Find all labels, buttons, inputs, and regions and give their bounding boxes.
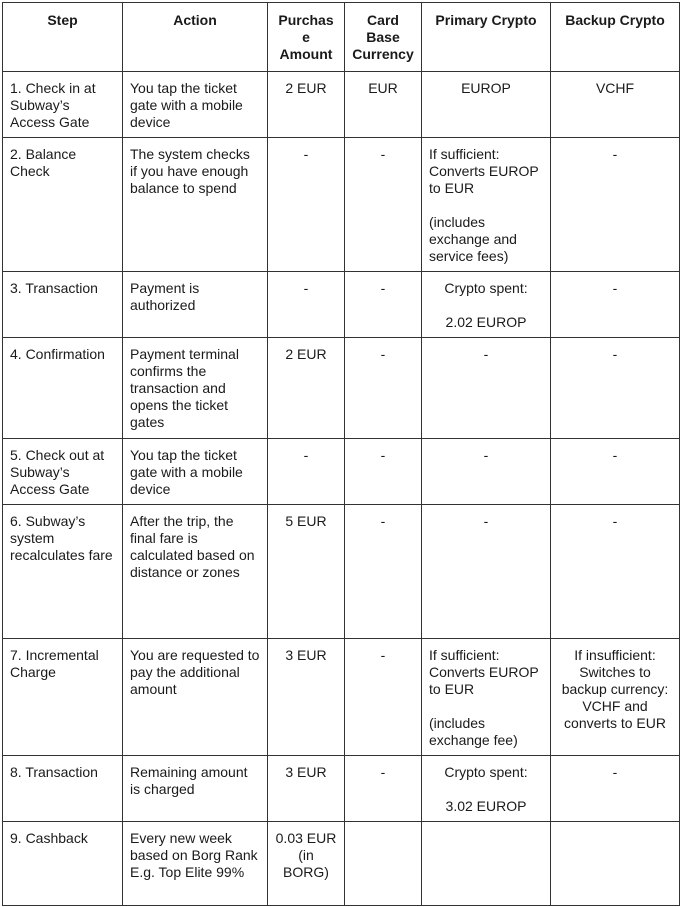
primary-crypto-cell — [422, 138, 551, 272]
step-cell: 5. Check out at Subway’s Access Gate — [3, 439, 123, 505]
backup-crypto-cell — [551, 505, 680, 639]
action-cell: After the trip, the final fare is calculated based on distance or zones — [123, 505, 268, 639]
primary-crypto-cell — [422, 72, 551, 138]
backup-crypto-cell-line: VCHF — [595, 80, 635, 96]
step-cell: 8. Transaction — [3, 756, 123, 822]
primary-crypto-cell — [422, 439, 551, 505]
primary-crypto-cell-line: 3.02 EUROP — [445, 798, 527, 814]
primary-crypto-cell-line: - — [483, 513, 489, 529]
header-action: Action — [123, 3, 268, 72]
table-row — [3, 338, 680, 439]
backup-crypto-cell — [551, 138, 680, 272]
action-cell: Remaining amount is charged — [123, 756, 268, 822]
primary-crypto-cell — [422, 756, 551, 822]
primary-crypto-cell-line: Crypto spent: — [444, 764, 528, 780]
step-cell: 7. Incremental Charge — [3, 639, 123, 756]
table-row — [3, 639, 680, 756]
primary-crypto-cell-line: 2.02 EUROP — [445, 314, 527, 330]
header-purchase-amount: Purchase Amount — [268, 3, 345, 72]
purchase-amount-cell: 2 EUR — [268, 72, 345, 138]
purchase-amount-cell: - — [268, 439, 345, 505]
card-base-currency-cell: - — [345, 338, 422, 439]
action-cell: The system checks if you have enough balance to spend — [123, 138, 268, 272]
step-cell: 4. Confirmation — [3, 338, 123, 439]
primary-crypto-cell-line: If sufficient: Converts EUROP to EUR — [429, 647, 539, 697]
step-cell: 6. Subway’s system recalculates fare — [3, 505, 123, 639]
backup-crypto-cell-line: - — [612, 764, 618, 780]
fare-steps-table — [2, 2, 680, 906]
backup-crypto-cell-line: - — [612, 447, 618, 463]
backup-crypto-cell-line: If insufficient: Switches to backup currency: VCHF and converts to EUR — [561, 647, 669, 731]
primary-crypto-cell-line: EUROP — [461, 80, 511, 96]
header-card-base-currency: Card Base Currency — [345, 3, 422, 72]
table-header-row — [3, 3, 680, 72]
backup-crypto-cell — [551, 272, 680, 338]
step-cell: 2. Balance Check — [3, 138, 123, 272]
table-row — [3, 505, 680, 639]
card-base-currency-cell: - — [345, 505, 422, 639]
primary-crypto-cell-line: - — [483, 447, 489, 463]
header-primary-crypto: Primary Crypto — [422, 3, 551, 72]
action-cell: Payment is authorized — [123, 272, 268, 338]
backup-crypto-cell-line: - — [612, 513, 618, 529]
step-cell: 3. Transaction — [3, 272, 123, 338]
primary-crypto-cell-line: If sufficient: Converts EUROP to EUR — [429, 146, 539, 196]
action-cell: You are requested to pay the additional amount — [123, 639, 268, 756]
primary-crypto-cell — [422, 822, 551, 906]
backup-crypto-cell-line: - — [612, 346, 618, 362]
action-cell: You tap the ticket gate with a mobile device — [123, 439, 268, 505]
purchase-amount-cell: 0.03 EUR (in BORG) — [268, 822, 345, 906]
table-row — [3, 138, 680, 272]
primary-crypto-cell — [422, 639, 551, 756]
purchase-amount-cell: 3 EUR — [268, 639, 345, 756]
action-cell: Payment terminal confirms the transaction and opens the ticket gates — [123, 338, 268, 439]
primary-crypto-cell — [422, 338, 551, 439]
backup-crypto-cell — [551, 439, 680, 505]
table-row — [3, 439, 680, 505]
backup-crypto-cell-line: - — [612, 146, 618, 162]
primary-crypto-cell-line: (includes exchange and service fees) — [429, 214, 517, 264]
card-base-currency-cell: - — [345, 639, 422, 756]
header-backup-crypto: Backup Crypto — [551, 3, 680, 72]
purchase-amount-cell: 3 EUR — [268, 756, 345, 822]
table-row — [3, 72, 680, 138]
step-cell: 1. Check in at Subway’s Access Gate — [3, 72, 123, 138]
table-row — [3, 756, 680, 822]
step-cell: 9. Cashback — [3, 822, 123, 906]
purchase-amount-cell: 2 EUR — [268, 338, 345, 439]
card-base-currency-cell: - — [345, 138, 422, 272]
table-row — [3, 272, 680, 338]
backup-crypto-cell — [551, 756, 680, 822]
card-base-currency-cell — [345, 822, 422, 906]
backup-crypto-cell — [551, 338, 680, 439]
backup-crypto-cell — [551, 72, 680, 138]
purchase-amount-cell: 5 EUR — [268, 505, 345, 639]
primary-crypto-cell — [422, 272, 551, 338]
table-row — [3, 822, 680, 906]
card-base-currency-cell: - — [345, 272, 422, 338]
primary-crypto-cell — [422, 505, 551, 639]
card-base-currency-cell: - — [345, 756, 422, 822]
backup-crypto-cell — [551, 639, 680, 756]
backup-crypto-cell — [551, 822, 680, 906]
action-cell: You tap the ticket gate with a mobile device — [123, 72, 268, 138]
card-base-currency-cell: - — [345, 439, 422, 505]
purchase-amount-cell: - — [268, 138, 345, 272]
action-cell: Every new week based on Borg Rank E.g. Top Elite 99% — [123, 822, 268, 906]
primary-crypto-cell-line: (includes exchange fee) — [429, 715, 518, 748]
primary-crypto-cell-line: - — [483, 346, 489, 362]
header-step: Step — [3, 3, 123, 72]
purchase-amount-cell: - — [268, 272, 345, 338]
primary-crypto-cell-line: Crypto spent: — [444, 280, 528, 296]
backup-crypto-cell-line: - — [612, 280, 618, 296]
card-base-currency-cell: EUR — [345, 72, 422, 138]
